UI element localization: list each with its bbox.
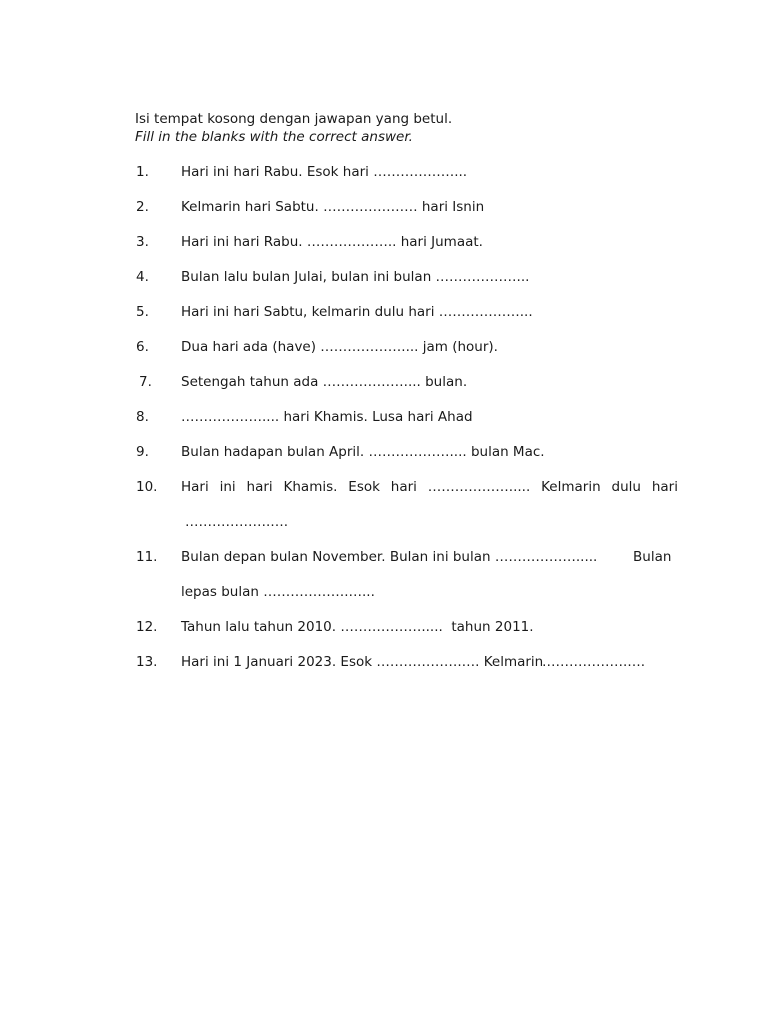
question-text: Tahun lalu tahun 2010. ………………..... tahun 2011. bbox=[181, 619, 534, 635]
question-text: Hari ini 1 Januari 2023. Esok ……………….…. Kelmarin bbox=[181, 654, 544, 670]
question-item bbox=[0, 268, 768, 288]
question-item bbox=[0, 303, 768, 323]
question-item bbox=[0, 443, 768, 463]
question-item bbox=[0, 478, 768, 498]
question-word: hari bbox=[390, 479, 417, 495]
question-text: Hari ini hari Sabtu, kelmarin dulu hari ………………... bbox=[181, 304, 533, 320]
question-number: 6. bbox=[136, 339, 149, 355]
question-text: Hari ini hari Rabu. ……………….. hari Jumaat. bbox=[181, 234, 483, 250]
question-number: 10. bbox=[136, 479, 158, 495]
question-item bbox=[0, 408, 768, 428]
question-word: Kelmarin bbox=[541, 479, 601, 495]
question-number: 11. bbox=[136, 549, 158, 565]
question-text: Dua hari ada (have) ……………….... jam (hour). bbox=[181, 339, 498, 355]
question-text: Kelmarin hari Sabtu. ………………… hari Isnin bbox=[181, 199, 485, 215]
question-continuation: lepas bulan ……………….…... bbox=[181, 584, 375, 600]
question-item bbox=[0, 198, 768, 218]
question-text: Bulan hadapan bulan April. ……………….... bulan Mac. bbox=[181, 444, 545, 460]
question-item bbox=[0, 618, 768, 638]
question-number: 5. bbox=[136, 304, 149, 320]
question-text-right: Bulan bbox=[633, 549, 672, 565]
instruction-english: Fill in the blanks with the correct answer. bbox=[135, 129, 413, 145]
question-item bbox=[0, 233, 768, 253]
question-number: 8. bbox=[136, 409, 149, 425]
question-item bbox=[0, 653, 768, 673]
question-item bbox=[0, 338, 768, 358]
question-number: 7. bbox=[139, 374, 152, 390]
question-continuation: ……………….…. bbox=[185, 514, 289, 530]
question-word: dulu bbox=[611, 479, 641, 495]
answer-blank: ……………….…. bbox=[542, 654, 646, 670]
question-item bbox=[0, 163, 768, 183]
question-word: Hari bbox=[181, 479, 209, 495]
question-text: Bulan depan bulan November. Bulan ini bulan ………………..... bbox=[181, 549, 598, 565]
question-word: hari bbox=[246, 479, 273, 495]
question-word: hari bbox=[651, 479, 678, 495]
answer-blank: ………………..... bbox=[427, 479, 531, 495]
question-number: 9. bbox=[136, 444, 149, 460]
question-number: 13. bbox=[136, 654, 158, 670]
question-number: 4. bbox=[136, 269, 149, 285]
question-number: 12. bbox=[136, 619, 158, 635]
question-word: Esok bbox=[348, 479, 380, 495]
question-item bbox=[0, 373, 768, 393]
question-item bbox=[0, 548, 768, 568]
question-number: 1. bbox=[136, 164, 149, 180]
question-word: ini bbox=[219, 479, 236, 495]
question-number: 2. bbox=[136, 199, 149, 215]
question-text: Bulan lalu bulan Julai, bulan ini bulan ………………... bbox=[181, 269, 530, 285]
question-text: Setengah tahun ada ……………….... bulan. bbox=[181, 374, 468, 390]
question-text: Hari ini hari Rabu. Esok hari ………………... bbox=[181, 164, 468, 180]
question-text bbox=[181, 478, 678, 496]
question-number: 3. bbox=[136, 234, 149, 250]
question-text: ……………….... hari Khamis. Lusa hari Ahad bbox=[181, 409, 473, 425]
question-word: Khamis. bbox=[283, 479, 338, 495]
instruction-malay: Isi tempat kosong dengan jawapan yang betul. bbox=[135, 111, 453, 127]
